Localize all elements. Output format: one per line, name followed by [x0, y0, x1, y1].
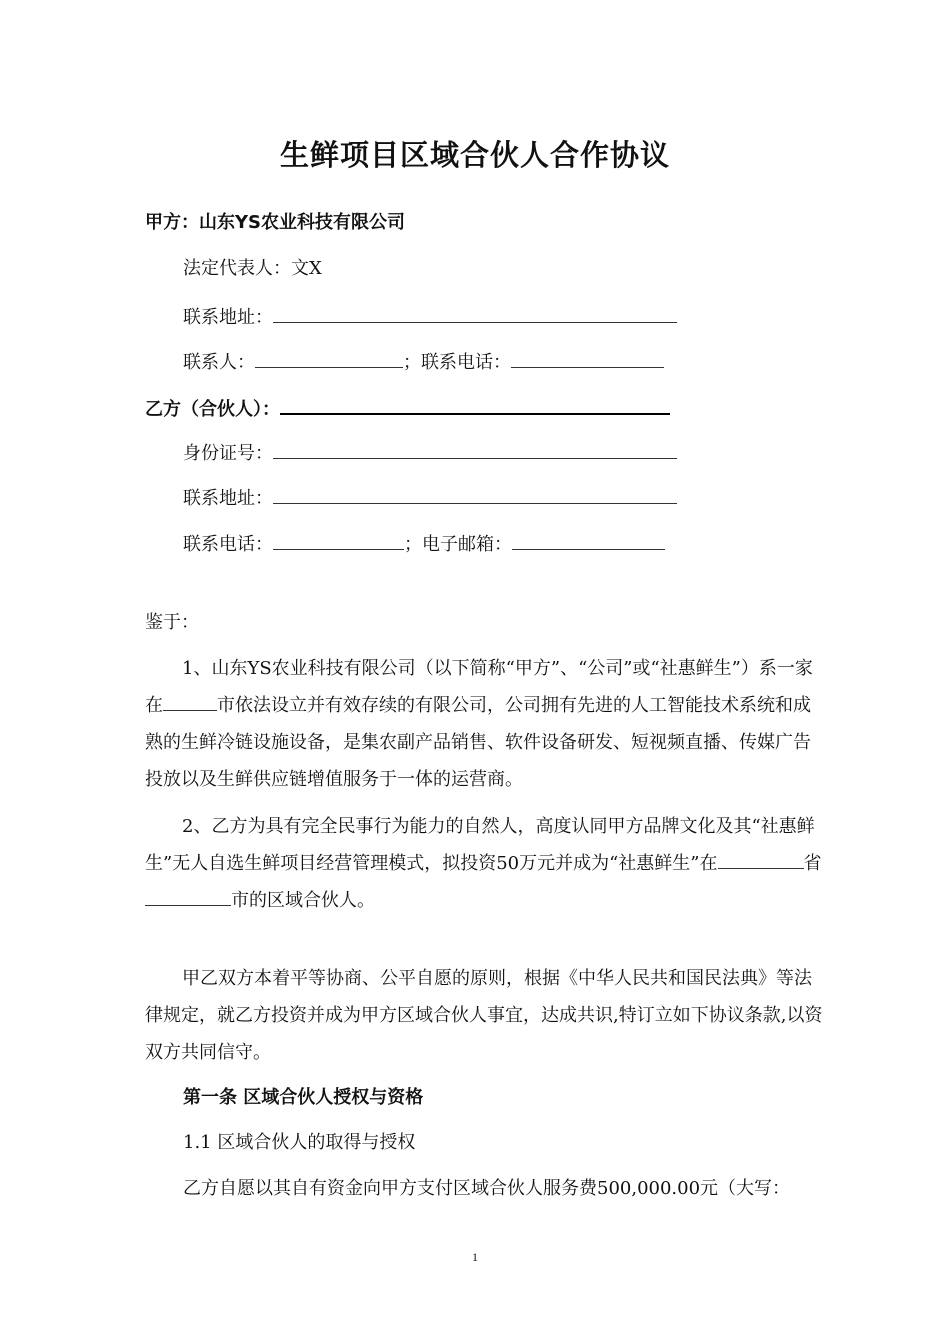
- party-a-separator: ；: [403, 352, 421, 373]
- party-a-contact-label: 联系人：: [183, 352, 255, 373]
- party-b-email-label: 电子邮箱：: [422, 534, 512, 555]
- fee-line: 乙方自愿以其自有资金向甲方支付区域合伙人服务费500,000.00元（大写：: [183, 1178, 791, 1199]
- document-title: 生鲜项目区域合伙人合作协议: [279, 138, 670, 172]
- party-a-contact-row: [183, 349, 664, 374]
- party-a-phone-blank: [511, 349, 664, 368]
- party-b-label: 乙方（合伙人）：: [145, 399, 280, 420]
- clause-2-text-c: 市的区域合伙人。: [231, 890, 375, 911]
- clause-2-city-blank: [145, 889, 231, 906]
- clause-2-text-a: 2、乙方为具有完全民事行为能力的自然人，高度认同甲方品牌文化及其“社惠鲜生”无人自选生鲜项目经营管理模式，拟投资50万元并成为“社惠鲜生”在: [145, 816, 815, 874]
- party-a-contact-blank: [255, 349, 403, 368]
- whereas-heading: 鉴于：: [145, 612, 199, 633]
- party-b-address-label: 联系地址：: [183, 488, 273, 509]
- party-b-email-blank: [512, 531, 665, 550]
- party-a-address-label: 联系地址：: [183, 307, 273, 328]
- party-a-label: 甲方：山东YS农业科技有限公司: [145, 212, 405, 233]
- party-a-phone-label: 联系电话：: [421, 352, 511, 373]
- clause-1-paragraph: [145, 650, 825, 798]
- clause-1-text-a: 1、山东YS农业科技有限公司（以下简称“甲方”、“公司”或“社惠鲜生”）系一家在: [145, 658, 813, 716]
- party-b-address-blank: [273, 485, 677, 504]
- clause-2-paragraph: [145, 808, 825, 919]
- party-b-address-row: [183, 485, 677, 510]
- party-b-id-label: 身份证号：: [183, 443, 273, 464]
- party-b-id-row: [183, 440, 677, 465]
- party-a-address-blank: [273, 304, 677, 323]
- party-b-phone-blank: [273, 531, 404, 550]
- party-b-contact-row: [183, 531, 665, 556]
- intro-paragraph: 甲乙双方本着平等协商、公平自愿的原则，根据《中华人民共和国民法典》等法律规定，就乙方投资并成为甲方区域合伙人事宜，达成共识,特订立如下协议条款,以资双方共同信守。: [145, 968, 823, 1063]
- section-1-1-heading: 1.1 区域合伙人的取得与授权: [183, 1132, 416, 1153]
- clause-2-province-blank: [718, 852, 804, 869]
- party-b-id-blank: [273, 440, 677, 459]
- clause-2-text-b: 省: [803, 853, 822, 874]
- party-b-row: [145, 395, 670, 421]
- page-number: 1: [472, 1250, 478, 1264]
- party-a-representative: 法定代表人：文X: [183, 258, 322, 279]
- party-a-address-row: [183, 304, 677, 329]
- clause-1-city-blank: [163, 694, 217, 711]
- party-b-separator: ；: [404, 534, 422, 555]
- party-b-name-blank: [280, 395, 670, 415]
- article-1-heading: 第一条 区域合伙人授权与资格: [183, 1087, 424, 1108]
- clause-1-text-b: 市依法设立并有效存续的有限公司，公司拥有先进的人工智能技术系统和成熟的生鲜冷链设施设备，是集农副产品销售、软件设备研发、短视频直播、传媒广告投放以及生鲜供应链增值服务于一体的运营商。: [145, 695, 811, 790]
- party-b-phone-label: 联系电话：: [183, 534, 273, 555]
